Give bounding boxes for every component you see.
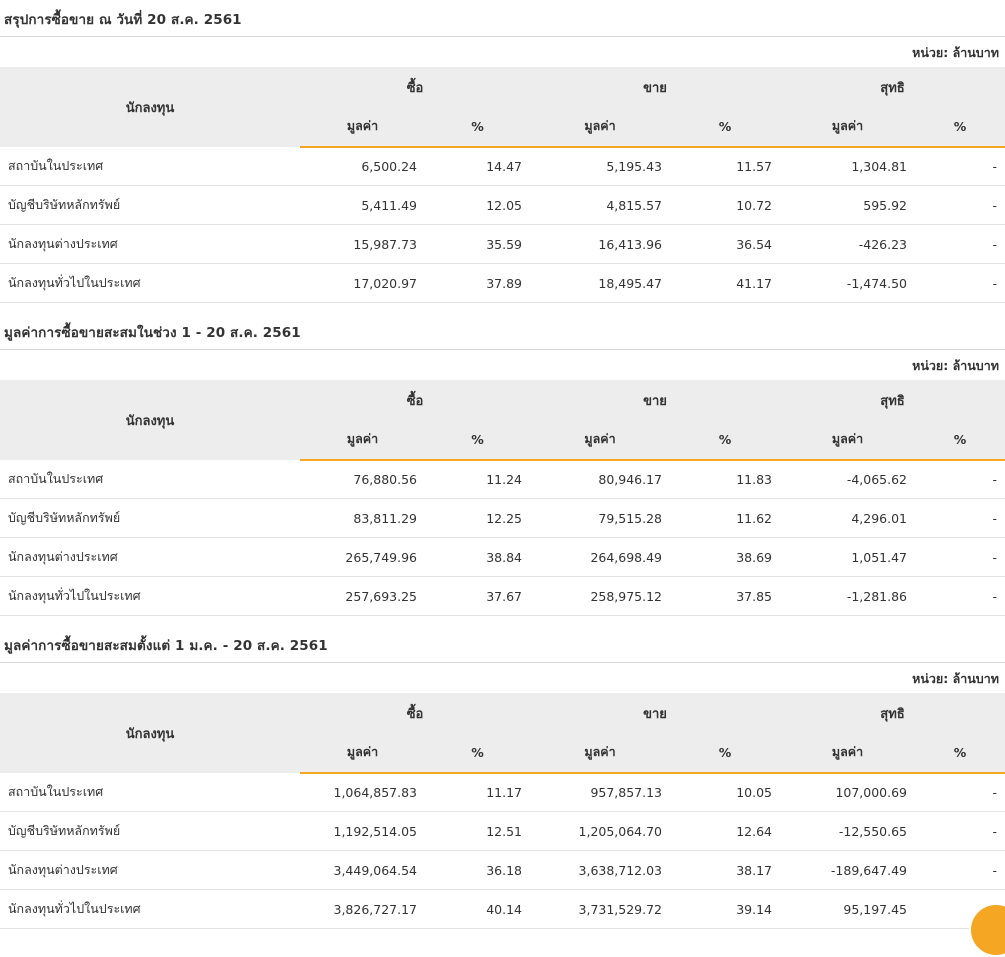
column-subheader-net-percent: % — [915, 108, 1005, 147]
column-subheader-sell-percent: % — [670, 421, 780, 460]
cell-sell-value: 5,195.43 — [530, 147, 670, 186]
column-subheader-buy-value: มูลค่า — [300, 734, 425, 773]
report-section — [0, 0, 1005, 313]
cell-buy-percent: 11.17 — [425, 773, 530, 812]
column-subheader-buy-percent: % — [425, 108, 530, 147]
column-header-investor: นักลงทุน — [0, 380, 300, 460]
cell-investor-name: นักลงทุนต่างประเทศ — [0, 225, 300, 264]
cell-sell-percent: 41.17 — [670, 264, 780, 303]
cell-net-value: 595.92 — [780, 186, 915, 225]
trading-summary-table — [0, 380, 1005, 616]
cell-sell-percent: 10.05 — [670, 773, 780, 812]
column-subheader-net-percent: % — [915, 421, 1005, 460]
trading-summary-table — [0, 67, 1005, 303]
section-title: มูลค่าการซื้อขายสะสมในช่วง 1 - 20 ส.ค. 2561 — [0, 313, 1005, 350]
report-section — [0, 626, 1005, 939]
cell-sell-value: 79,515.28 — [530, 499, 670, 538]
cell-net-percent: - — [915, 186, 1005, 225]
cell-buy-value: 5,411.49 — [300, 186, 425, 225]
unit-label: หน่วย: ล้านบาท — [912, 358, 999, 373]
table-header-row-group — [0, 693, 1005, 734]
table-row — [0, 186, 1005, 225]
cell-sell-percent: 10.72 — [670, 186, 780, 225]
column-subheader-sell-value: มูลค่า — [530, 734, 670, 773]
column-header-buy: ซื้อ — [300, 693, 530, 734]
cell-buy-percent: 35.59 — [425, 225, 530, 264]
column-header-buy: ซื้อ — [300, 67, 530, 108]
cell-net-percent: - — [915, 225, 1005, 264]
column-header-buy: ซื้อ — [300, 380, 530, 421]
cell-buy-percent: 37.89 — [425, 264, 530, 303]
cell-net-percent: - — [915, 499, 1005, 538]
table-row — [0, 773, 1005, 812]
cell-sell-percent: 38.69 — [670, 538, 780, 577]
table-header-row-group — [0, 67, 1005, 108]
cell-buy-percent: 12.25 — [425, 499, 530, 538]
cell-net-value: 95,197.45 — [780, 890, 915, 929]
unit-label: หน่วย: ล้านบาท — [912, 45, 999, 60]
column-header-sell: ขาย — [530, 380, 780, 421]
cell-investor-name: บัญชีบริษัทหลักทรัพย์ — [0, 812, 300, 851]
column-subheader-sell-value: มูลค่า — [530, 421, 670, 460]
cell-buy-value: 1,192,514.05 — [300, 812, 425, 851]
cell-sell-value: 258,975.12 — [530, 577, 670, 616]
cell-investor-name: นักลงทุนทั่วไปในประเทศ — [0, 890, 300, 929]
table-row — [0, 890, 1005, 929]
table-row — [0, 225, 1005, 264]
cell-buy-percent: 11.24 — [425, 460, 530, 499]
section-spacer — [0, 616, 1005, 626]
cell-sell-value: 16,413.96 — [530, 225, 670, 264]
column-subheader-net-value: มูลค่า — [780, 421, 915, 460]
column-subheader-sell-value: มูลค่า — [530, 108, 670, 147]
cell-sell-value: 3,638,712.03 — [530, 851, 670, 890]
column-header-sell: ขาย — [530, 67, 780, 108]
cell-sell-value: 4,815.57 — [530, 186, 670, 225]
column-subheader-buy-percent: % — [425, 734, 530, 773]
cell-net-percent: - — [915, 460, 1005, 499]
column-subheader-buy-value: มูลค่า — [300, 108, 425, 147]
column-header-investor: นักลงทุน — [0, 693, 300, 773]
cell-investor-name: สถาบันในประเทศ — [0, 147, 300, 186]
cell-buy-percent: 14.47 — [425, 147, 530, 186]
column-subheader-buy-percent: % — [425, 421, 530, 460]
cell-sell-percent: 39.14 — [670, 890, 780, 929]
cell-sell-percent: 11.83 — [670, 460, 780, 499]
trading-summary-table — [0, 693, 1005, 929]
cell-investor-name: นักลงทุนทั่วไปในประเทศ — [0, 264, 300, 303]
cell-net-percent: - — [915, 264, 1005, 303]
cell-investor-name: สถาบันในประเทศ — [0, 773, 300, 812]
cell-net-value: -426.23 — [780, 225, 915, 264]
cell-net-percent: - — [915, 147, 1005, 186]
cell-buy-value: 76,880.56 — [300, 460, 425, 499]
column-subheader-net-value: มูลค่า — [780, 108, 915, 147]
section-title: มูลค่าการซื้อขายสะสมตั้งแต่ 1 ม.ค. - 20 ส.ค. 2561 — [0, 626, 1005, 663]
cell-sell-percent: 12.64 — [670, 812, 780, 851]
table-row — [0, 460, 1005, 499]
cell-investor-name: นักลงทุนต่างประเทศ — [0, 538, 300, 577]
cell-sell-percent: 37.85 — [670, 577, 780, 616]
cell-net-percent: - — [915, 577, 1005, 616]
column-subheader-buy-value: มูลค่า — [300, 421, 425, 460]
cell-investor-name: นักลงทุนต่างประเทศ — [0, 851, 300, 890]
cell-investor-name: บัญชีบริษัทหลักทรัพย์ — [0, 499, 300, 538]
cell-net-percent: - — [915, 538, 1005, 577]
column-subheader-net-percent: % — [915, 734, 1005, 773]
cell-net-value: -189,647.49 — [780, 851, 915, 890]
report-section — [0, 313, 1005, 626]
section-spacer — [0, 303, 1005, 313]
cell-net-percent: - — [915, 812, 1005, 851]
cell-buy-value: 83,811.29 — [300, 499, 425, 538]
cell-net-value: 1,051.47 — [780, 538, 915, 577]
table-header-row-group — [0, 380, 1005, 421]
cell-buy-value: 3,449,064.54 — [300, 851, 425, 890]
table-row — [0, 147, 1005, 186]
cell-buy-value: 6,500.24 — [300, 147, 425, 186]
unit-label: หน่วย: ล้านบาท — [912, 671, 999, 686]
cell-buy-percent: 40.14 — [425, 890, 530, 929]
cell-investor-name: สถาบันในประเทศ — [0, 460, 300, 499]
cell-buy-value: 17,020.97 — [300, 264, 425, 303]
cell-sell-value: 264,698.49 — [530, 538, 670, 577]
cell-sell-value: 80,946.17 — [530, 460, 670, 499]
column-header-net: สุทธิ — [780, 693, 1005, 734]
column-header-sell: ขาย — [530, 693, 780, 734]
cell-net-value: 107,000.69 — [780, 773, 915, 812]
cell-net-percent: - — [915, 851, 1005, 890]
column-header-net: สุทธิ — [780, 67, 1005, 108]
table-row — [0, 851, 1005, 890]
cell-sell-percent: 36.54 — [670, 225, 780, 264]
table-row — [0, 577, 1005, 616]
cell-net-value: -1,281.86 — [780, 577, 915, 616]
column-header-net: สุทธิ — [780, 380, 1005, 421]
table-row — [0, 499, 1005, 538]
cell-net-value: -4,065.62 — [780, 460, 915, 499]
cell-sell-value: 957,857.13 — [530, 773, 670, 812]
column-subheader-sell-percent: % — [670, 108, 780, 147]
column-subheader-sell-percent: % — [670, 734, 780, 773]
section-spacer — [0, 929, 1005, 939]
cell-buy-percent: 38.84 — [425, 538, 530, 577]
cell-buy-percent: 36.18 — [425, 851, 530, 890]
cell-net-percent: - — [915, 773, 1005, 812]
cell-net-value: 4,296.01 — [780, 499, 915, 538]
table-row — [0, 812, 1005, 851]
column-header-investor: นักลงทุน — [0, 67, 300, 147]
cell-net-value: -1,474.50 — [780, 264, 915, 303]
cell-investor-name: นักลงทุนทั่วไปในประเทศ — [0, 577, 300, 616]
cell-investor-name: บัญชีบริษัทหลักทรัพย์ — [0, 186, 300, 225]
cell-sell-percent: 11.57 — [670, 147, 780, 186]
cell-sell-value: 1,205,064.70 — [530, 812, 670, 851]
cell-net-value: -12,550.65 — [780, 812, 915, 851]
cell-buy-value: 15,987.73 — [300, 225, 425, 264]
table-row — [0, 264, 1005, 303]
cell-buy-value: 3,826,727.17 — [300, 890, 425, 929]
cell-sell-value: 3,731,529.72 — [530, 890, 670, 929]
cell-net-value: 1,304.81 — [780, 147, 915, 186]
cell-buy-value: 1,064,857.83 — [300, 773, 425, 812]
cell-sell-percent: 38.17 — [670, 851, 780, 890]
column-subheader-net-value: มูลค่า — [780, 734, 915, 773]
cell-sell-percent: 11.62 — [670, 499, 780, 538]
cell-sell-value: 18,495.47 — [530, 264, 670, 303]
cell-buy-value: 257,693.25 — [300, 577, 425, 616]
table-row — [0, 538, 1005, 577]
section-title: สรุปการซื้อขาย ณ วันที่ 20 ส.ค. 2561 — [0, 0, 1005, 37]
cell-buy-value: 265,749.96 — [300, 538, 425, 577]
cell-buy-percent: 37.67 — [425, 577, 530, 616]
cell-buy-percent: 12.51 — [425, 812, 530, 851]
cell-buy-percent: 12.05 — [425, 186, 530, 225]
